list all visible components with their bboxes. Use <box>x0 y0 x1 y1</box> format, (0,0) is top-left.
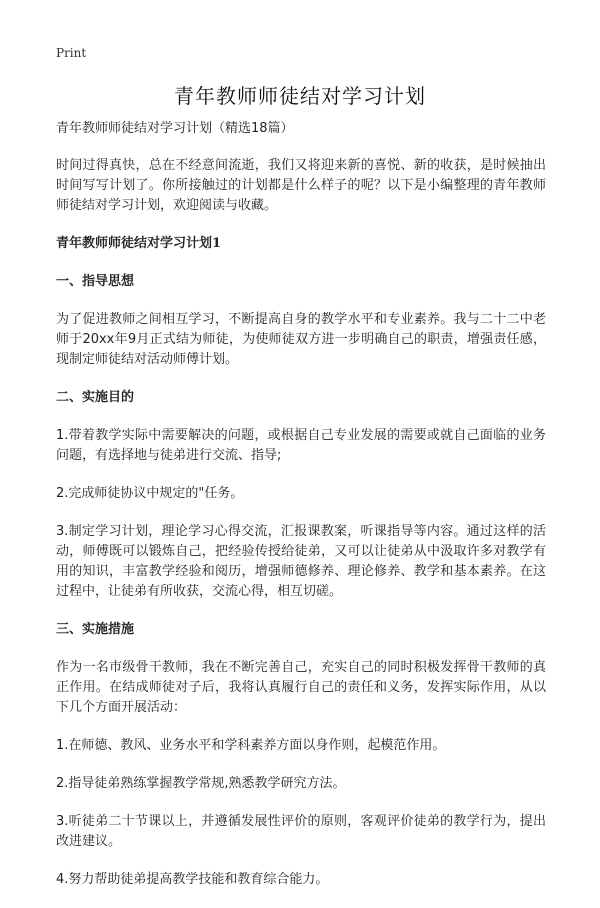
section-paragraph: 作为一名市级骨干教师，我在不断完善自己，充实自己的同时积极发挥骨干教师的真正作用。在结成师徒对子后，我将认真履行自己的责任和义务，发挥实际作用，从以下几个方面开展活动： <box>56 660 546 715</box>
section-heading-measures: 三、实施措施 <box>56 622 135 637</box>
list-item: 1.在师德、教风、业务水平和学科素养方面以身作则，起模范作用。 <box>56 738 446 753</box>
list-item: 3.听徒弟二十节课以上，并遵循发展性评价的原则，客观评价徒弟的教学行为，提出改进建议。 <box>56 814 546 849</box>
list-item: 3.制定学习计划，理论学习心得交流，汇报课教案，听课指导等内容。通过这样的活动，师傅既可以锻炼自己，把经验传授给徒弟，又可以让徒弟从中汲取许多对教学有用的知识，丰富教学经验和阅历，增强师德修养、理论修养、教学和基本素养。在这过程中，让徒弟有所收获，交流心得，相互切磋。 <box>56 524 546 599</box>
intro-paragraph: 时间过得真快，总在不经意间流逝，我们又将迎来新的喜悦、新的收获，是时候抽出时间写写计划了。你所接触过的计划都是什么样子的呢？以下是小编整理的青年教师师徒结对学习计划，欢迎阅读与收藏。 <box>56 158 546 213</box>
list-item: 4.努力帮助徒弟提高教学技能和教育综合能力。 <box>56 872 329 887</box>
section-paragraph: 为了促进教师之间相互学习，不断提高自身的教学水平和专业素养。我与二十二中老师于20xx年9月正式结为师徒，为使师徒双方进一步明确自己的职责，增强责任感，现制定师徒结对活动师傅计划。 <box>56 312 546 367</box>
page-title: 青年教师师徒结对学习计划 <box>174 84 426 108</box>
plan-heading: 青年教师师徒结对学习计划1 <box>56 236 222 251</box>
list-item: 2.完成师徒协议中规定的"任务。 <box>56 486 244 501</box>
article-subtitle: 青年教师师徒结对学习计划（精选18篇） <box>56 121 294 136</box>
article-body <box>56 120 546 908</box>
print-link[interactable]: Print <box>56 46 87 60</box>
list-item: 1.带着教学实际中需要解决的问题，或根据自己专业发展的需要或就自己面临的业务问题，有选择地与徒弟进行交流、指导; <box>56 428 546 463</box>
section-heading-guiding-ideas: 一、指导思想 <box>56 274 135 289</box>
section-heading-purpose: 二、实施目的 <box>56 390 135 405</box>
list-item: 2.指导徒弟熟练掌握教学常规,熟悉教学研究方法。 <box>56 776 346 791</box>
